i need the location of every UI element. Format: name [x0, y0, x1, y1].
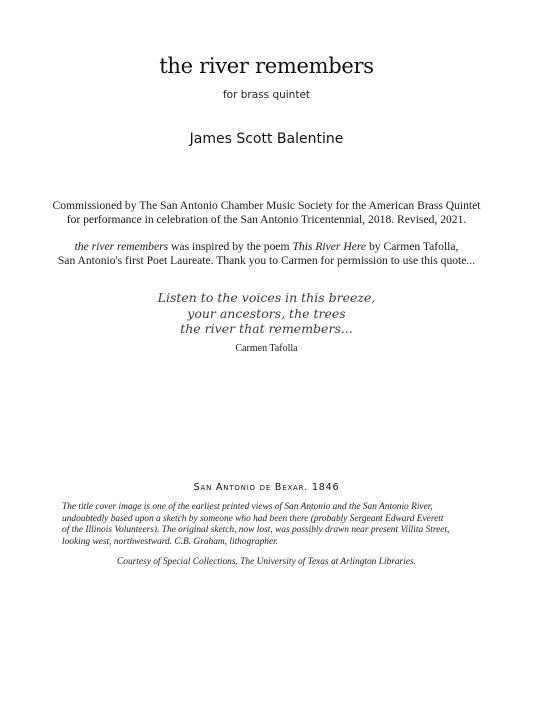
piece-title-italic: the river remembers: [74, 240, 169, 253]
poem-author: Carmen Tafolla: [235, 343, 298, 354]
poem-quote: [0, 290, 533, 337]
inspiration-note: [0, 240, 533, 268]
piece-title: the river remembers: [159, 54, 374, 78]
poem-line-2: your ancestors, the trees: [187, 305, 346, 321]
cover-image-caption: [62, 502, 482, 548]
inspiration-text-1: was inspired by the poem: [168, 240, 293, 253]
inspiration-text-2: by Carmen Tafolla,: [366, 240, 459, 253]
cover-image-title: San Antonio de Bexar. 1846: [193, 482, 340, 493]
commission-note: [0, 199, 533, 227]
poem-title-italic: This River Here: [292, 240, 367, 253]
poem-line-1: Listen to the voices in this breeze,: [157, 290, 376, 305]
image-courtesy-credit: Courtesy of Special Collections, The University of Texas at Arlington Libraries.: [117, 557, 416, 567]
inspiration-line-1: [0, 240, 533, 254]
caption-line-2: undoubtedly based upon a sketch by someone who had been there (probably Sergeant Edward Everett: [62, 513, 444, 524]
composer-name: James Scott Balentine: [189, 131, 344, 147]
caption-line-4: looking west, northwestward. C.B. Graham, lithographer.: [62, 536, 279, 547]
inspiration-line-2: San Antonio's first Poet Laureate. Thank you to Carmen for permission to use this quote...: [57, 254, 476, 267]
commission-line-1: Commissioned by The San Antonio Chamber Music Society for the American Brass Quintet: [52, 199, 481, 212]
instrumentation-subtitle: for brass quintet: [222, 89, 311, 101]
poem-line-3: the river that remembers...: [180, 321, 353, 336]
commission-line-2: for performance in celebration of the San Antonio Tricentennial, 2018. Revised, 2021.: [66, 213, 467, 226]
caption-line-1: The title cover image is one of the earliest printed views of San Antonio and the San Antonio River,: [62, 502, 433, 512]
caption-line-3: of the Illinois Volunteers). The original sketch, now lost, was possibly drawn near present Villita Street,: [62, 525, 450, 535]
